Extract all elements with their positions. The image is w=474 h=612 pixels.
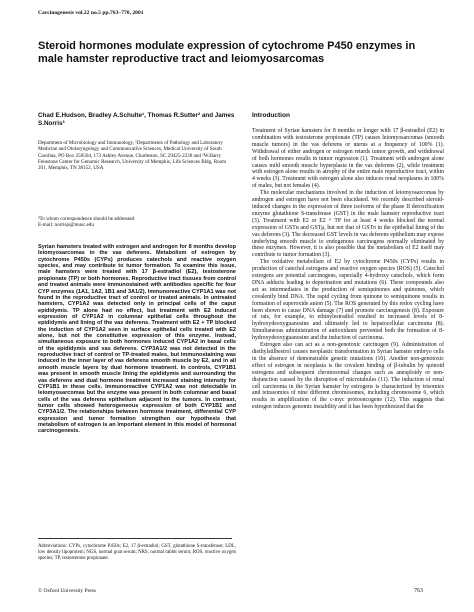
intro-paragraph: The molecular mechanisms involved in the induction of leiomyosarcomas by androgen and estrogen have not been elucidated. We recently described steroid-induced changes in the expression of three isoforms of the phase II detoxification enzyme glutathione S-transferase (GST) in the male hamster reproductive tract (3). Treatment with E2 or E2 + TP for at least 4 weeks blocked the normal expression of GSTα and GSTμ, but not that of GSTπ in the epithelial lining of the vas deferens (3). The decreased GST levels in vas deferens epithelium may expose underlying smooth muscle to endogenous carcinogens normally eliminated by these enzymes. However, it is also possible that the metabolism of E2 itself may contribute to tumor formation (3). [252,190,444,259]
intro-paragraph: Treatment of Syrian hamsters for 8 months or longer with 17 β-estradiol (E2) in combination with testosterone propionate (TP) causes leiomyosarcomas (smooth muscle tumors) in the vas deferens or uterus at a frequency of 100% (1). Withdrawal of either androgen or estrogen retards tumor growth, and withdrawal of both hormones results in tumor regression (1). Treatment with androgen alone causes mild smooth muscle hyperplasia in the vas deferens (2), while treatment with estrogen alone results in atrophy of the entire male reproductive tract, within 4 weeks (3). Treatment with estrogen alone also induces renal neoplasms in 100% of males, but not females (4). [252,128,444,190]
author-list: Chad E.Hudson, Bradley A.Schulte¹, Thomas R.Sutter² and James S.Norris³ [38,112,235,127]
running-head: Carcinogenesis vol.22 no.5 pp.763–770, 2001 [38,10,144,16]
article-title: Steroid hormones modulate expression of cytochrome P450 enzymes in male hamster reproductive tract and leiomyosarcomas [38,40,416,65]
introduction-body [252,128,444,411]
correspondence-note: ³To whom correspondence should be addressed E-mail: norrisjs@musc.edu [38,216,135,229]
abbreviations-footnote: Abbreviations: CYPs, cytochrome P450s; E2, 17 β-estradiol; GST, glutathione S-transferase; LDL, low density lipoprotein; NGS, normal goat serum; NRS, normal rabbit serum; ROS, reactive oxygen species; TP, testosterone propionate. [38,544,236,562]
section-heading-introduction: Introduction [252,112,290,119]
publisher-copyright: © Oxford University Press [38,588,96,594]
affiliations: Department of Microbiology and Immunology, ¹Departments of Pathology and Laboratory Medicine and Otolaryngology and Communicative Sciences, Medical University of South Carolina, PO Box 250504, 173 Ashley Avenue, Charleston, SC 29425-2230 and ²W.Harry Feinstone Center for Genomic Research, University of Memphis, Life Sciences Bldg, Room 201, Memphis, TN 38152, USA [38,140,227,172]
page-number: 763 [414,588,423,594]
footnote-divider [38,538,232,539]
intro-paragraph: Estrogen also can act as a non-genotoxic carcinogen (9). Administration of diethylstilbestrol causes neoplastic transformation in Syrian hamster embryo cells in the absence of demonstrable genetic mutations (10). Another non-genotoxic effect of estrogen in neoplasia is the covalent binding of β-tubulin by quinoid estrogens and subsequent chromosomal changes such as aneuploidy or non-disjunction caused by the disruption of microtubules (11). The induction of renal cell carcinoma in the Syrian hamster by estrogens is characterized by trisomies and tetrasomies of nine different chromosomes, including chromosome 6, which results in amplification of the c-myc protooncogene (12). This suggests that estrogen induces genomic instability and it has been hypothesized that the [252,342,444,411]
abstract: Syrian hamsters treated with estrogen and androgen for 8 months develop leiomyosarcomas in the vas deferens. Metabolism of estrogen by cytochrome P450s (CYPs) produces catechols and reactive oxygen species, and may contribute to tumor formation. To examine this issue, male hamsters were treated with 17 β-estradiol (E2), testosterone propionate (TP) or both hormones. Reproductive tract tissues from control and treated animals were immunostained with antibodies specific for four CYP enzymes (1A1, 1A2, 1B1 and 3A1/2). Immunoreactive CYP1A1 was not found in the reproductive tract of control or treated animals. In untreated hamsters, CYP1A2 was detected only in principal cells of the caput epididymis. TP alone had no effect, but treatment with E2 induced expression of CYP1A2 in columnar epithelial cells throughout the epididymis and lining of the vas deferens. Treatment with E2 + TP blocked the induction of CYP1A2 seen in surface epithelial cells treated with E2 alone, but not the constitutive expression of this enzyme. Instead, simultaneous exposure to both hormones induced CYP1A2 in basal cells of the epididymis and vas deferens. CYP3A1/2 was not detected in the reproductive tract of control or TP-treated males, but immunostaining was induced in the inner layer of vas deferens smooth muscle by E2, and in all smooth muscle layers by dual hormone treatment. In controls, CYP1B1 was present in smooth muscle lining the epididymis and surrounding the vas deferens and dual hormone treatment increased staining intensity for CYP1B1 in these cells. Immunoreactive CYP1A2 was not detectable in leiomyosarcomas but the enzyme was present in both columnar and basal cells of the vas deferens epithelium adjacent to the tumors. In contrast, tumor cells showed heterogeneous expression of both CYP1B1 and CYP3A1/2. The relationships between hormone treatment, differential CYP expression and tumor formation strengthen our hypothesis that metabolism of estrogen is an important element in this model of hormonal carcinogenesis. [38,244,236,435]
intro-paragraph: The oxidative metabolism of E2 by cytochrome P450s (CYPs) results in production of catechol estrogens and reactive oxygen species (ROS) (5). Catechol estrogens are potential carcinogens, especially 4-hydroxy catechols, which form DNA adducts leading to depurination and mutations (6). These compounds also act as intermediates in the production of semiquinones and quinones, which covalently bind DNA. The rapid cycling from quinone to semiquinone results in formation of superoxide anion (5). The ROS generated by this redox cycling have been shown to cause DNA damage (7) and promote carcinogenesis (8). Exposure of rats, for example, to ethinylestradiol resulted in increased levels of 8-hydroxydeoxyguanosine and ultimately led to hepatocellular carcinoma (8). Simultaneous administration of antioxidants prevented both the formation of 8-hydroxydeoxyguanosine and the induction of carcinoma. [252,259,444,342]
